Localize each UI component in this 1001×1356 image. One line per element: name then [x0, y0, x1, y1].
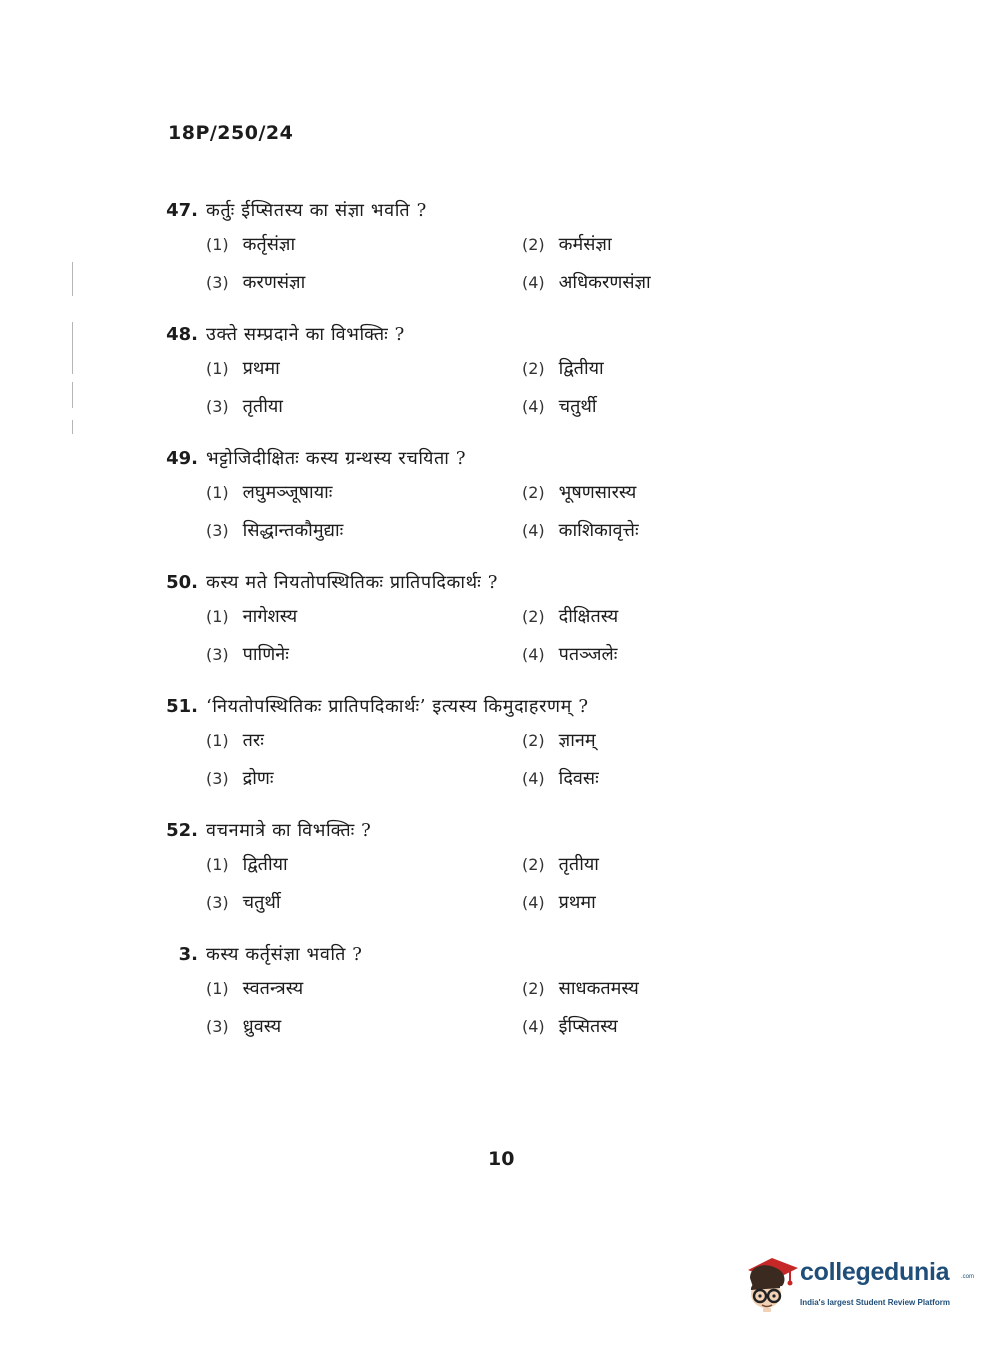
logo-wordmark: collegedunia: [800, 1258, 950, 1286]
question-number: 52.: [166, 820, 198, 841]
margin-mark: [72, 382, 73, 408]
question-text: भट्टोजिदीक्षितः कस्य ग्रन्थस्य रचयिता ?: [206, 448, 467, 469]
logo-tagline: India's largest Student Review Platform: [800, 1298, 950, 1307]
question-3: [150, 940, 710, 1046]
question-number: 48.: [166, 324, 198, 345]
option-2: (2) तृतीया: [522, 854, 599, 875]
option-1: (1) तरः: [206, 730, 264, 751]
option-3: (3) चतुर्थी: [206, 892, 281, 913]
option-2: (2) भूषणसारस्य: [522, 482, 637, 503]
option-3: (3) पाणिनेः: [206, 644, 289, 665]
logo-domain-suffix: .com: [961, 1274, 975, 1280]
question-number: 47.: [166, 200, 198, 221]
question-number: 50.: [166, 572, 198, 593]
question-48: [150, 320, 710, 426]
option-4: (4) अधिकरणसंज्ञा: [522, 272, 651, 293]
question-51: [150, 692, 710, 798]
option-1: (1) लघुमञ्जूषायाः: [206, 482, 333, 503]
option-2: (2) द्वितीया: [522, 358, 604, 379]
option-3: (3) करणसंज्ञा: [206, 272, 306, 293]
option-4: (4) चतुर्थी: [522, 396, 597, 417]
option-3: (3) सिद्धान्तकौमुद्याः: [206, 520, 344, 541]
option-4: (4) प्रथमा: [522, 892, 596, 913]
question-number: 51.: [166, 696, 198, 717]
question-text: कस्य मते नियतोपस्थितिकः प्रातिपदिकार्थः ?: [206, 572, 498, 593]
question-number: 49.: [166, 448, 198, 469]
option-4: (4) काशिकावृत्तेः: [522, 520, 639, 541]
option-4: (4) ईप्सितस्य: [522, 1016, 618, 1037]
option-2: (2) दीक्षितस्य: [522, 606, 619, 627]
question-text: ‘नियतोपस्थितिकः प्रातिपदिकार्थः’ इत्यस्य किमुदाहरणम् ?: [206, 696, 589, 717]
option-3: (3) तृतीया: [206, 396, 283, 417]
option-2: (2) साधकतमस्य: [522, 978, 639, 999]
option-1: (1) स्वतन्त्रस्य: [206, 978, 304, 999]
page-number: 10: [488, 1148, 515, 1170]
student-mascot-icon: [742, 1252, 800, 1316]
margin-mark: [72, 322, 73, 374]
option-1: (1) नागेशस्य: [206, 606, 298, 627]
margin-mark: [72, 420, 73, 434]
margin-mark: [72, 262, 73, 296]
option-2: (2) ज्ञानम्: [522, 730, 596, 751]
paper-code: 18P/250/24: [168, 122, 294, 144]
question-number: 3.: [178, 944, 198, 965]
question-50: [150, 568, 710, 674]
option-1: (1) द्वितीया: [206, 854, 288, 875]
option-1: (1) प्रथमा: [206, 358, 280, 379]
question-49: [150, 444, 710, 550]
option-2: (2) कर्मसंज्ञा: [522, 234, 612, 255]
option-3: (3) ध्रुवस्य: [206, 1016, 282, 1037]
option-4: (4) पतञ्जलेः: [522, 644, 618, 665]
question-text: वचनमात्रे का विभक्तिः ?: [206, 820, 372, 841]
question-52: [150, 816, 710, 922]
collegedunia-logo: [742, 1252, 975, 1316]
question-text: उक्ते सम्प्रदाने का विभक्तिः ?: [206, 324, 405, 345]
option-1: (1) कर्तृसंज्ञा: [206, 234, 296, 255]
question-text: कर्तुः ईप्सितस्य का संज्ञा भवति ?: [206, 200, 427, 221]
option-4: (4) दिवसः: [522, 768, 599, 789]
question-text: कस्य कर्तृसंज्ञा भवति ?: [206, 944, 363, 965]
question-47: [150, 196, 710, 302]
option-3: (3) द्रोणः: [206, 768, 274, 789]
